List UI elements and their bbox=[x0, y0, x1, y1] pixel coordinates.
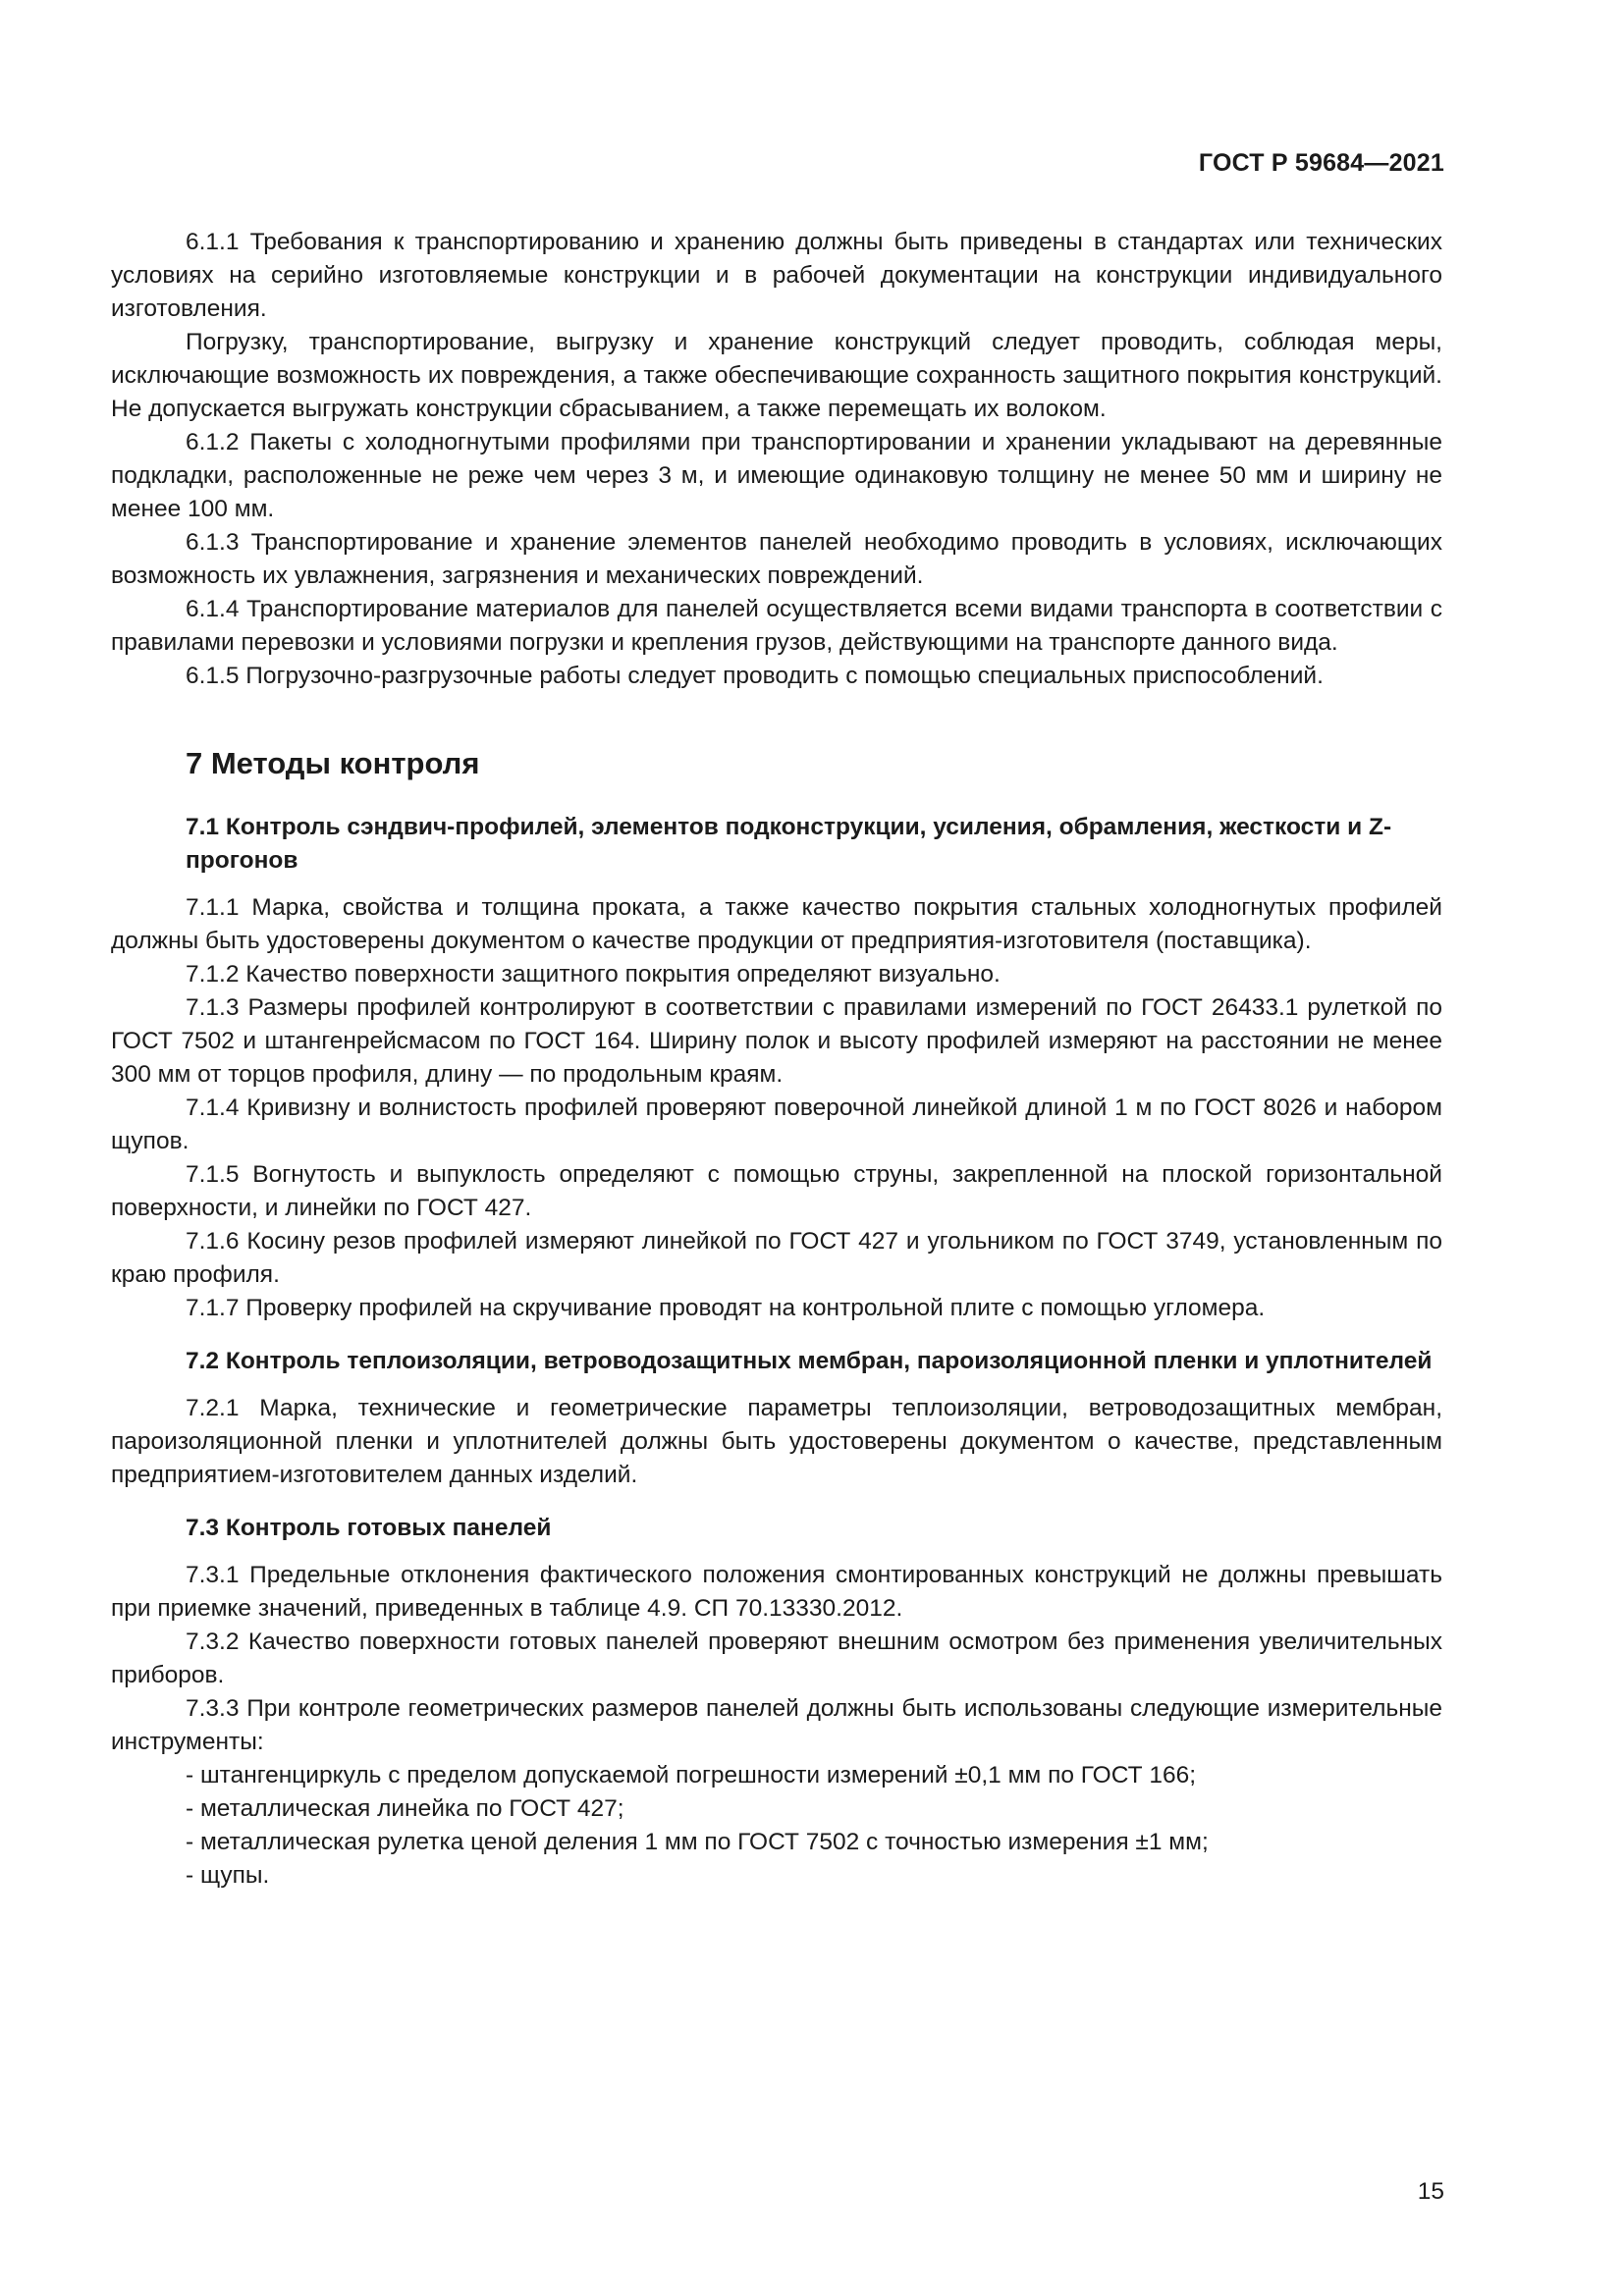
paragraph-6-1-5: 6.1.5 Погрузочно-разгрузочные работы следует проводить с помощью специальных приспособлений. bbox=[186, 663, 1324, 689]
paragraph-7-3-1: 7.3.1 Предельные отклонения фактического положения смонтированных конструкций не должны превышать при приемке значений, приведенных в таблице 4.9. СП 70.13330.2012. bbox=[111, 1562, 1442, 1622]
paragraph-7-1-6: 7.1.6 Косину резов профилей измеряют линейкой по ГОСТ 427 и угольником по ГОСТ 3749, установленным по краю профиля. bbox=[111, 1228, 1442, 1288]
paragraph-7-3-2: 7.3.2 Качество поверхности готовых панелей проверяют внешним осмотром без применения увеличительных приборов. bbox=[111, 1629, 1442, 1688]
instrument-list-item: - металлическая линейка по ГОСТ 427; bbox=[186, 1795, 624, 1822]
page-number: 15 bbox=[1417, 2178, 1444, 2205]
paragraph-6-1-1: 6.1.1 Требования к транспортированию и хранению должны быть приведены в стандартах или технических условиях на серийно изготовляемые конструкции и в рабочей документации на конструкции индивидуального изготовления. bbox=[111, 229, 1442, 322]
instrument-list-item: - щупы. bbox=[186, 1862, 270, 1889]
paragraph-7-1-5: 7.1.5 Вогнутость и выпуклость определяют с помощью струны, закрепленной на плоской горизонтальной поверхности, и линейки по ГОСТ 427. bbox=[111, 1161, 1442, 1221]
paragraph-6-1-4: 6.1.4 Транспортирование материалов для панелей осуществляется всеми видами транспорта в соответствии с правилами перевозки и условиями погрузки и крепления грузов, действующими на транспорте данного вида. bbox=[111, 596, 1442, 656]
paragraph-7-1-1: 7.1.1 Марка, свойства и толщина проката, а также качество покрытия стальных холодногнутых профилей должны быть удостоверены документом о качестве продукции от предприятия-изготовителя (поставщика). bbox=[111, 894, 1442, 954]
paragraph-6-1-2: 6.1.2 Пакеты с холодногнутыми профилями при транспортировании и хранении укладывают на деревянные подкладки, расположенные не реже чем через 3 м, и имеющие одинаковую толщину не менее 50 мм и ширину не менее 100 мм. bbox=[111, 429, 1442, 522]
subsection-7-1-heading: 7.1 Контроль сэндвич-профилей, элементов подконструкции, усиления, обрамления, жесткости и Z-прогонов bbox=[186, 814, 1392, 874]
document-code: ГОСТ Р 59684—2021 bbox=[1198, 149, 1444, 177]
section-7-heading: 7 Методы контроля bbox=[186, 746, 480, 780]
paragraph-6-1-3: 6.1.3 Транспортирование и хранение элементов панелей необходимо проводить в условиях, исключающих возможность их увлажнения, загрязнения и механических повреждений. bbox=[111, 529, 1442, 589]
document-body bbox=[111, 226, 1442, 1893]
paragraph-7-1-4: 7.1.4 Кривизну и волнистость профилей проверяют поверочной линейкой длиной 1 м по ГОСТ 8026 и набором щупов. bbox=[111, 1095, 1442, 1154]
paragraph-7-1-2: 7.1.2 Качество поверхности защитного покрытия определяют визуально. bbox=[186, 961, 1001, 988]
subsection-7-2-heading: 7.2 Контроль теплоизоляции, ветроводозащитных мембран, пароизоляционной пленки и уплотнителей bbox=[186, 1348, 1433, 1374]
instrument-list-item: - металлическая рулетка ценой деления 1 мм по ГОСТ 7502 с точностью измерения ±1 мм; bbox=[186, 1829, 1209, 1855]
paragraph-7-1-7: 7.1.7 Проверку профилей на скручивание проводят на контрольной плите с помощью угломера. bbox=[186, 1295, 1266, 1321]
paragraph-7-3-3: 7.3.3 При контроле геометрических размеров панелей должны быть использованы следующие измерительные инструменты: bbox=[111, 1695, 1442, 1755]
instrument-list-item: - штангенциркуль с пределом допускаемой погрешности измерений ±0,1 мм по ГОСТ 166; bbox=[186, 1762, 1197, 1789]
paragraph-6-1-1-continued: Погрузку, транспортирование, выгрузку и хранение конструкций следует проводить, соблюдая меры, исключающие возможность их повреждения, а также обеспечивающие сохранность защитного покрытия конструкций. Не допускается выгружать конструкции сбрасыванием, а также перемещать их волоком. bbox=[111, 329, 1442, 422]
paragraph-7-2-1: 7.2.1 Марка, технические и геометрические параметры теплоизоляции, ветроводозащитных мембран, пароизоляционной пленки и уплотнителей должны быть удостоверены документом о качестве, представленным предприятием-изготовителем данных изделий. bbox=[111, 1395, 1442, 1488]
subsection-7-3-heading: 7.3 Контроль готовых панелей bbox=[186, 1515, 552, 1541]
paragraph-7-1-3: 7.1.3 Размеры профилей контролируют в соответствии с правилами измерений по ГОСТ 26433.1 рулеткой по ГОСТ 7502 и штангенрейсмасом по ГОСТ 164. Ширину полок и высоту профилей измеряют на расстоянии не менее 300 мм от торцов профиля, длину — по продольным краям. bbox=[111, 994, 1442, 1088]
